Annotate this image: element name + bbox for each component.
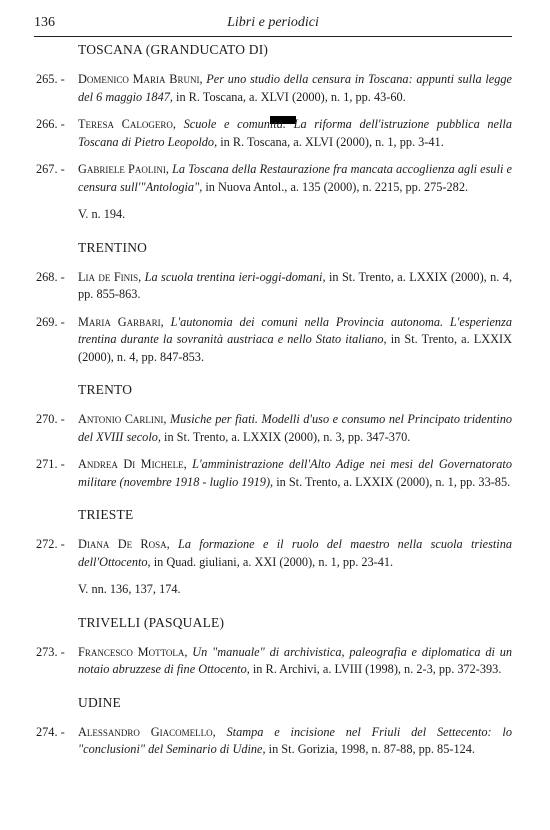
entry-citation: in St. Trento, a. LXXIX (2000), n. 4, pp. 855-863.: [78, 269, 513, 301]
entry-number: 272. -: [36, 537, 65, 551]
bibliography-entry: [36, 644, 512, 679]
entry-author: Andrea Di Michele,: [78, 457, 187, 471]
bibliography-entry: [36, 71, 512, 106]
entry-number: 265. -: [36, 72, 65, 86]
section: [36, 42, 512, 224]
entry-title: Un "manuale" di archivistica, paleografia e diplomatica di un notaio abruzzese di fine Ottocento,: [78, 644, 512, 676]
entry-number: 273. -: [36, 644, 65, 659]
entry-number: 267. -: [36, 162, 65, 176]
bibliography-entry: [36, 411, 512, 446]
entry-title: La scuola trentina ieri-oggi-domani,: [144, 269, 326, 284]
entry-number: 269. -: [36, 314, 65, 329]
entry-author: Antonio Carlini,: [78, 412, 167, 426]
entry-body: [78, 314, 512, 367]
cross-reference: V. nn. 136, 137, 174.: [78, 582, 181, 596]
section: [36, 382, 512, 491]
section-title: TRIESTE: [78, 507, 134, 522]
bibliography-entry: [36, 536, 512, 571]
entry-title: Stampa e incisione nel Friuli del Settecento: lo "conclusioni" del Seminario di Udine,: [78, 724, 512, 756]
entry-title: Musiche per fiati. Modelli d'uso e consumo nel Principato tridentino del XVIII secolo,: [78, 412, 512, 444]
entry-body: [78, 116, 512, 151]
bibliography-entry: [36, 314, 512, 367]
section: [36, 695, 512, 759]
bibliography-entry: [36, 161, 512, 196]
entry-title: Scuole e comunità. La riforma dell'istruzione pubblica nella Toscana di Pietro Leopoldo,: [78, 117, 512, 149]
entry-number: 268. -: [36, 269, 65, 284]
entry-title: La Toscana della Restaurazione fra mancata accoglienza agli esuli e censura sull'"Antologia",: [78, 162, 512, 194]
entry-body: [78, 269, 512, 304]
entry-citation: in St. Gorizia, 1998, n. 87-88, pp. 85-124.: [268, 742, 475, 756]
entry-citation: in R. Archivi, a. LVIII (1998), n. 2-3, pp. 372-393.: [252, 662, 502, 676]
entry-body: [78, 456, 512, 491]
entry-author: Alessandro Giacomello,: [78, 724, 216, 739]
entry-title: Per uno studio della censura in Toscana: appunti sulla legge del 6 maggio 1847,: [78, 72, 512, 104]
entry-author: Diana De Rosa,: [78, 537, 170, 551]
bibliography-entry: [36, 269, 512, 304]
entry-title: L'autonomia dei comuni nella Provincia autonoma. L'esperienza trentina durante la sovranità austriaca e nello Stato italiano,: [78, 314, 512, 346]
entry-citation: in R. Toscana, a. XLVI (2000), n. 1, pp. 43-60.: [176, 89, 406, 104]
entry-number: 266. -: [36, 117, 65, 131]
entry-body: [78, 411, 512, 446]
entry-title: La formazione e il ruolo del maestro nella scuola triestina dell'Ottocento,: [78, 537, 512, 569]
bibliography-entry: [36, 116, 512, 151]
entry-author: Maria Garbari,: [78, 314, 164, 329]
entry-author: Francesco Mottola,: [78, 644, 188, 659]
entry-body: [78, 161, 512, 196]
entry-number: 271. -: [36, 457, 65, 471]
entry-citation: in St. Trento, a. LXXIX (2000), n. 1, pp. 33-85.: [276, 474, 511, 489]
entry-author: Domenico Maria Bruni,: [78, 72, 203, 86]
page-number: 136: [34, 15, 55, 30]
section-title: TRENTINO: [78, 239, 148, 255]
entry-author: Lia de Finis,: [78, 269, 142, 284]
bibliography-entry: [36, 456, 512, 491]
bibliography-entry: [36, 724, 512, 759]
section-title: TRIVELLI (PASQUALE): [78, 614, 225, 630]
entry-title: L'amministrazione dell'Alto Adige nei mesi del Governatorato militare (novembre 1918 - luglio 1919),: [78, 457, 512, 489]
entry-citation: in Nuova Antol., a. 135 (2000), n. 2215, pp. 275-282.: [205, 179, 469, 194]
running-title: Libri e periodici: [227, 15, 319, 30]
entry-number: 274. -: [36, 724, 65, 739]
entry-citation: in St. Trento, a. LXXIX (2000), n. 4, pp. 847-853.: [78, 332, 513, 364]
section-title: TRENTO: [78, 382, 133, 397]
section: [36, 240, 512, 367]
section: [36, 507, 512, 599]
running-header: [34, 14, 512, 37]
entry-number: 270. -: [36, 412, 65, 426]
entry-citation: in R. Toscana, a. XLVI (2000), n. 1, pp. 3-41.: [220, 134, 444, 149]
bibliography-body: [36, 42, 512, 769]
entry-body: [78, 536, 512, 571]
entry-citation: in St. Trento, a. LXXIX (2000), n. 3, pp. 347-370.: [164, 429, 411, 444]
section: [36, 615, 512, 679]
entry-citation: in Quad. giuliani, a. XXI (2000), n. 1, pp. 23-41.: [153, 554, 394, 569]
entry-body: [78, 724, 512, 759]
entry-author: Teresa Calogero,: [78, 117, 176, 131]
section-title: TOSCANA (GRANDUCATO DI): [78, 42, 269, 57]
section-title: UDINE: [78, 694, 121, 710]
entry-body: [78, 71, 512, 106]
cross-reference: V. n. 194.: [78, 207, 126, 221]
entry-author: Gabriele Paolini,: [78, 162, 169, 176]
entry-body: [78, 644, 512, 679]
